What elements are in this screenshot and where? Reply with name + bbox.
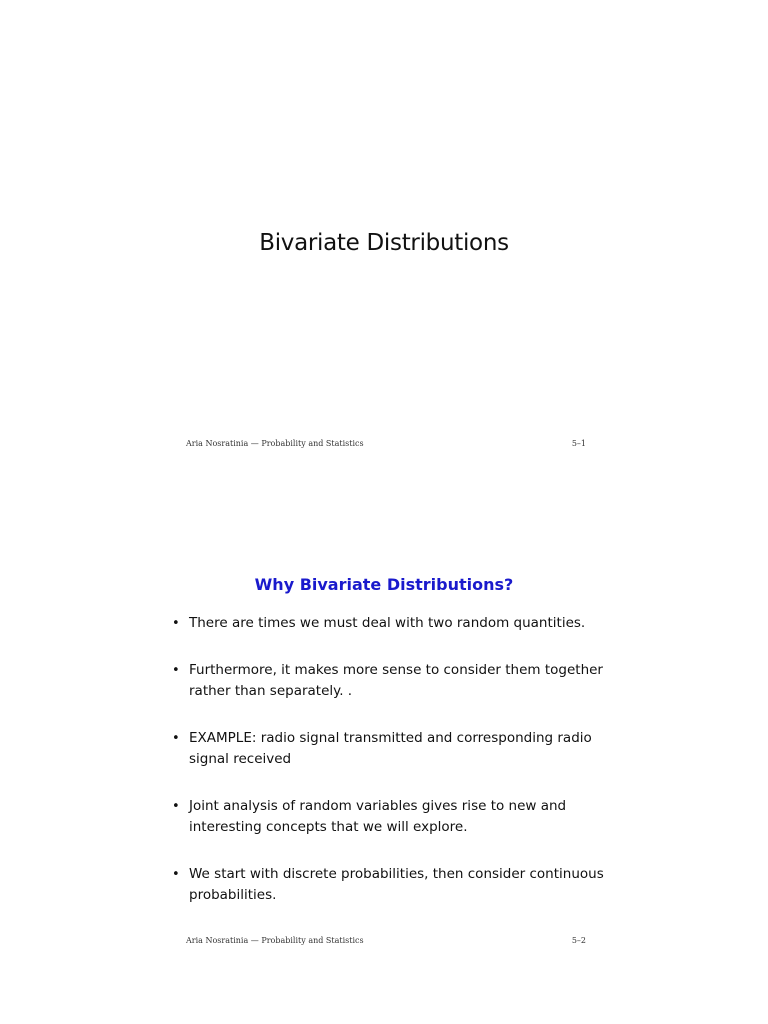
slide-heading: Why Bivariate Distributions?: [254, 575, 514, 594]
bullet-list: [172, 613, 612, 932]
bullet-icon: •: [172, 731, 180, 746]
bullet-icon: •: [172, 799, 180, 814]
bullet-text: There are times we must deal with two random quantities.: [189, 615, 586, 631]
bullet-icon: •: [172, 867, 180, 882]
slide-2: [0, 497, 768, 1024]
bullet-item: [172, 613, 612, 634]
bullet-text: We start with discrete probabilities, then consider continuous probabilities.: [189, 866, 604, 903]
bullet-icon: •: [172, 616, 180, 631]
bullet-item: [172, 660, 612, 702]
bullet-text: Joint analysis of random variables gives rise to new and interesting concepts that we will explore.: [189, 798, 567, 835]
slide-1: [0, 0, 768, 497]
footer-author: Aria Nosratinia — Probability and Statistics: [186, 936, 364, 945]
bullet-text: Furthermore, it makes more sense to consider them together rather than separately. .: [189, 662, 603, 699]
footer-author: Aria Nosratinia — Probability and Statistics: [186, 439, 364, 448]
footer-page-number: 5–2: [571, 936, 586, 945]
bullet-text: EXAMPLE: radio signal transmitted and corresponding radio signal received: [189, 730, 592, 767]
bullet-icon: •: [172, 663, 180, 678]
bullet-item: [172, 796, 612, 838]
bullet-item: [172, 728, 612, 770]
bullet-item: [172, 864, 612, 906]
footer-page-number: 5–1: [571, 439, 586, 448]
slide-title: Bivariate Distributions: [259, 230, 509, 256]
